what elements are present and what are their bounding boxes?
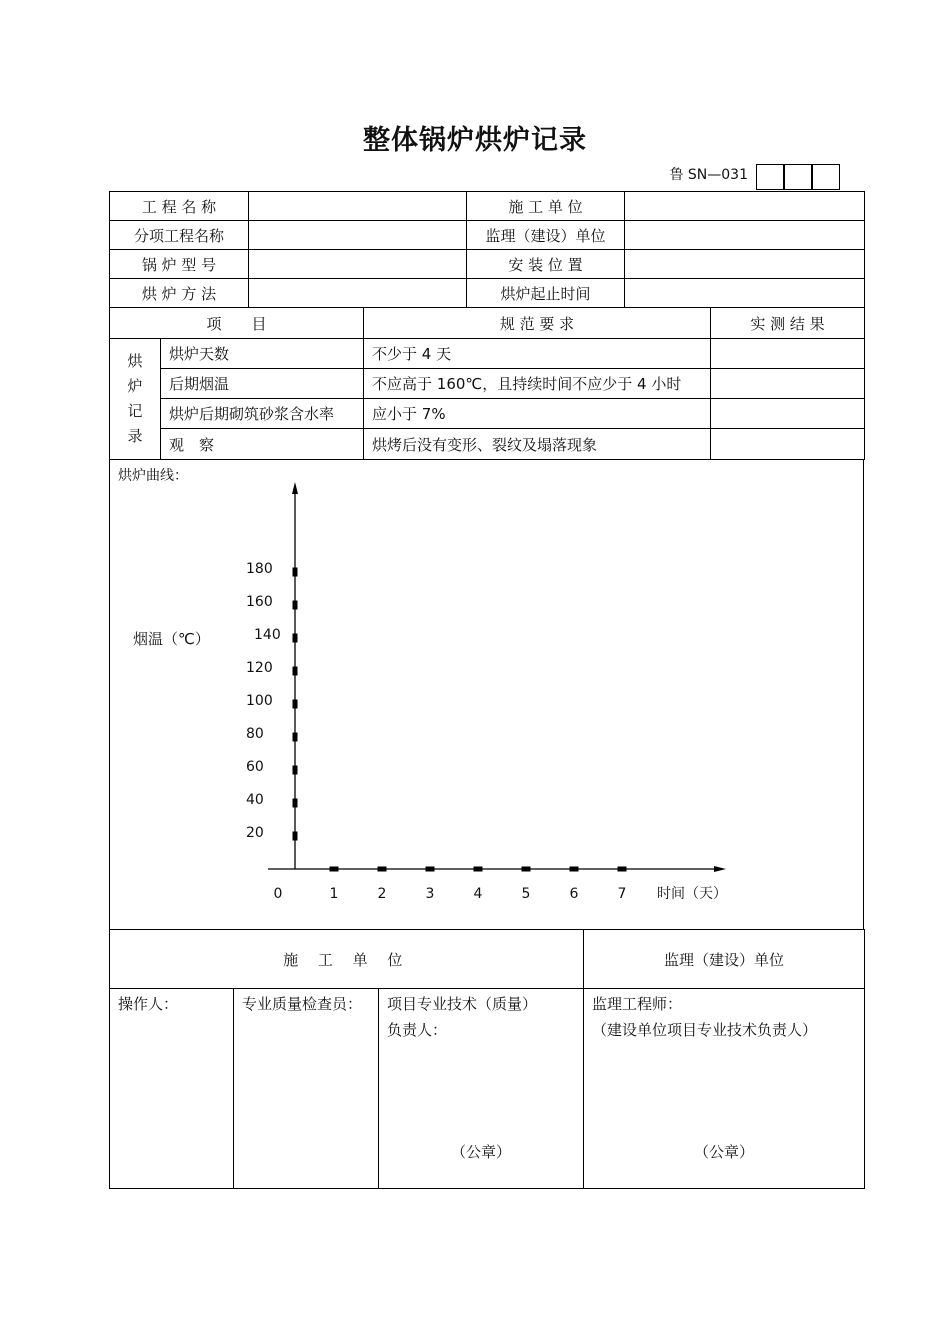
y-tick-label: 160 [246,594,273,610]
engineer-label-1: 监理工程师： [592,995,683,1013]
label-construction-unit: 施 工 单 位 [467,192,625,221]
y-tick-label: 80 [246,726,264,742]
engineer-cell[interactable] [584,989,865,1189]
y-tick-label: 140 [254,627,281,643]
chart-tick-labels [246,561,727,902]
x-tick-label: 6 [569,886,579,902]
y-tick-mark [293,700,298,709]
tech-lead-label-1: 项目专业技术（质量） [387,995,538,1013]
record-item: 烘炉后期砌筑砂浆含水率 [161,399,364,429]
quality-inspector-label: 专业质量检查员： [242,995,363,1013]
x-tick-label: 0 [273,886,283,902]
label-boiler-model: 锅 炉 型 号 [110,250,249,279]
label-project-name: 工 程 名 称 [110,192,249,221]
y-tick-mark [293,799,298,808]
x-tick-mark [618,867,627,872]
chart-axes [268,482,726,872]
group-char: 烘 [127,352,143,370]
x-tick-label: 2 [377,886,387,902]
y-axis-arrow [292,482,298,494]
record-item: 烘炉天数 [161,339,364,369]
page-title: 整体锅炉烘炉记录 [363,125,587,156]
signature-header-row [110,930,865,989]
y-tick-mark [293,733,298,742]
group-char: 录 [127,427,143,445]
y-tick-mark [293,667,298,676]
x-tick-label: 1 [329,886,339,902]
y-tick-mark [293,601,298,610]
record-item: 后期烟温 [161,369,364,399]
x-tick-mark [378,867,387,872]
label-baking-method: 烘 炉 方 法 [110,279,249,308]
x-tick-mark [474,867,483,872]
operator-label: 操作人： [118,995,179,1013]
x-tick-mark [522,867,531,872]
quality-inspector-cell[interactable] [234,989,379,1189]
y-tick-mark [293,766,298,775]
seal-right: （公章） [693,1143,754,1161]
y-tick-mark [293,568,298,577]
y-tick-label: 20 [246,825,264,841]
label-supervision-unit: 监理（建设）单位 [467,221,625,250]
record-requirement: 不应高于 160℃，且持续时间不应少于 4 小时 [364,369,711,399]
chart-y-label: 烟温（℃） [133,630,210,648]
x-tick-mark [426,867,435,872]
x-axis-arrow [714,866,726,872]
chart-caption: 烘炉曲线： [118,468,188,484]
supervision-unit-header: 监理（建设）单位 [584,930,865,989]
record-item: 观 察 [161,429,364,460]
seal-left: （公章） [450,1143,511,1161]
group-char: 记 [127,402,143,420]
header-item: 项 目 [110,308,364,339]
y-tick-label: 60 [246,759,264,775]
construction-unit-header: 施 工 单 位 [110,930,584,989]
y-tick-mark [293,832,298,841]
group-char: 炉 [127,377,143,395]
y-tick-mark [293,634,298,643]
x-tick-mark [330,867,339,872]
x-tick-label: 4 [473,886,483,902]
y-tick-label: 40 [246,792,264,808]
form-code: 鲁 SN—031 [669,167,748,183]
x-tick-label: 3 [425,886,435,902]
record-requirement: 应小于 7% [364,399,711,429]
x-tick-label: 5 [521,886,531,902]
y-tick-label: 120 [246,660,273,676]
signature-table [109,929,865,1189]
x-tick-mark [570,867,579,872]
header-result: 实 测 结 果 [711,308,865,339]
signature-row [110,989,865,1189]
record-requirement: 不少于 4 天 [364,339,711,369]
x-tick-label: 7 [617,886,627,902]
operator-cell[interactable] [110,989,234,1189]
chart-ticks [293,568,627,872]
label-install-location: 安 装 位 置 [467,250,625,279]
y-tick-label: 180 [246,561,273,577]
header-requirement: 规 范 要 求 [364,308,711,339]
y-tick-label: 100 [246,693,273,709]
label-baking-period: 烘炉起止时间 [467,279,625,308]
engineer-label-2: （建设单位项目专业技术负责人） [592,1021,818,1039]
tech-lead-label-2: 负责人： [387,1021,448,1039]
tech-lead-cell[interactable] [379,989,584,1189]
x-axis-label: 时间（天） [657,886,727,902]
label-subproject-name: 分项工程名称 [110,221,249,250]
record-requirement: 烘烤后没有变形、裂纹及塌落现象 [364,429,711,460]
